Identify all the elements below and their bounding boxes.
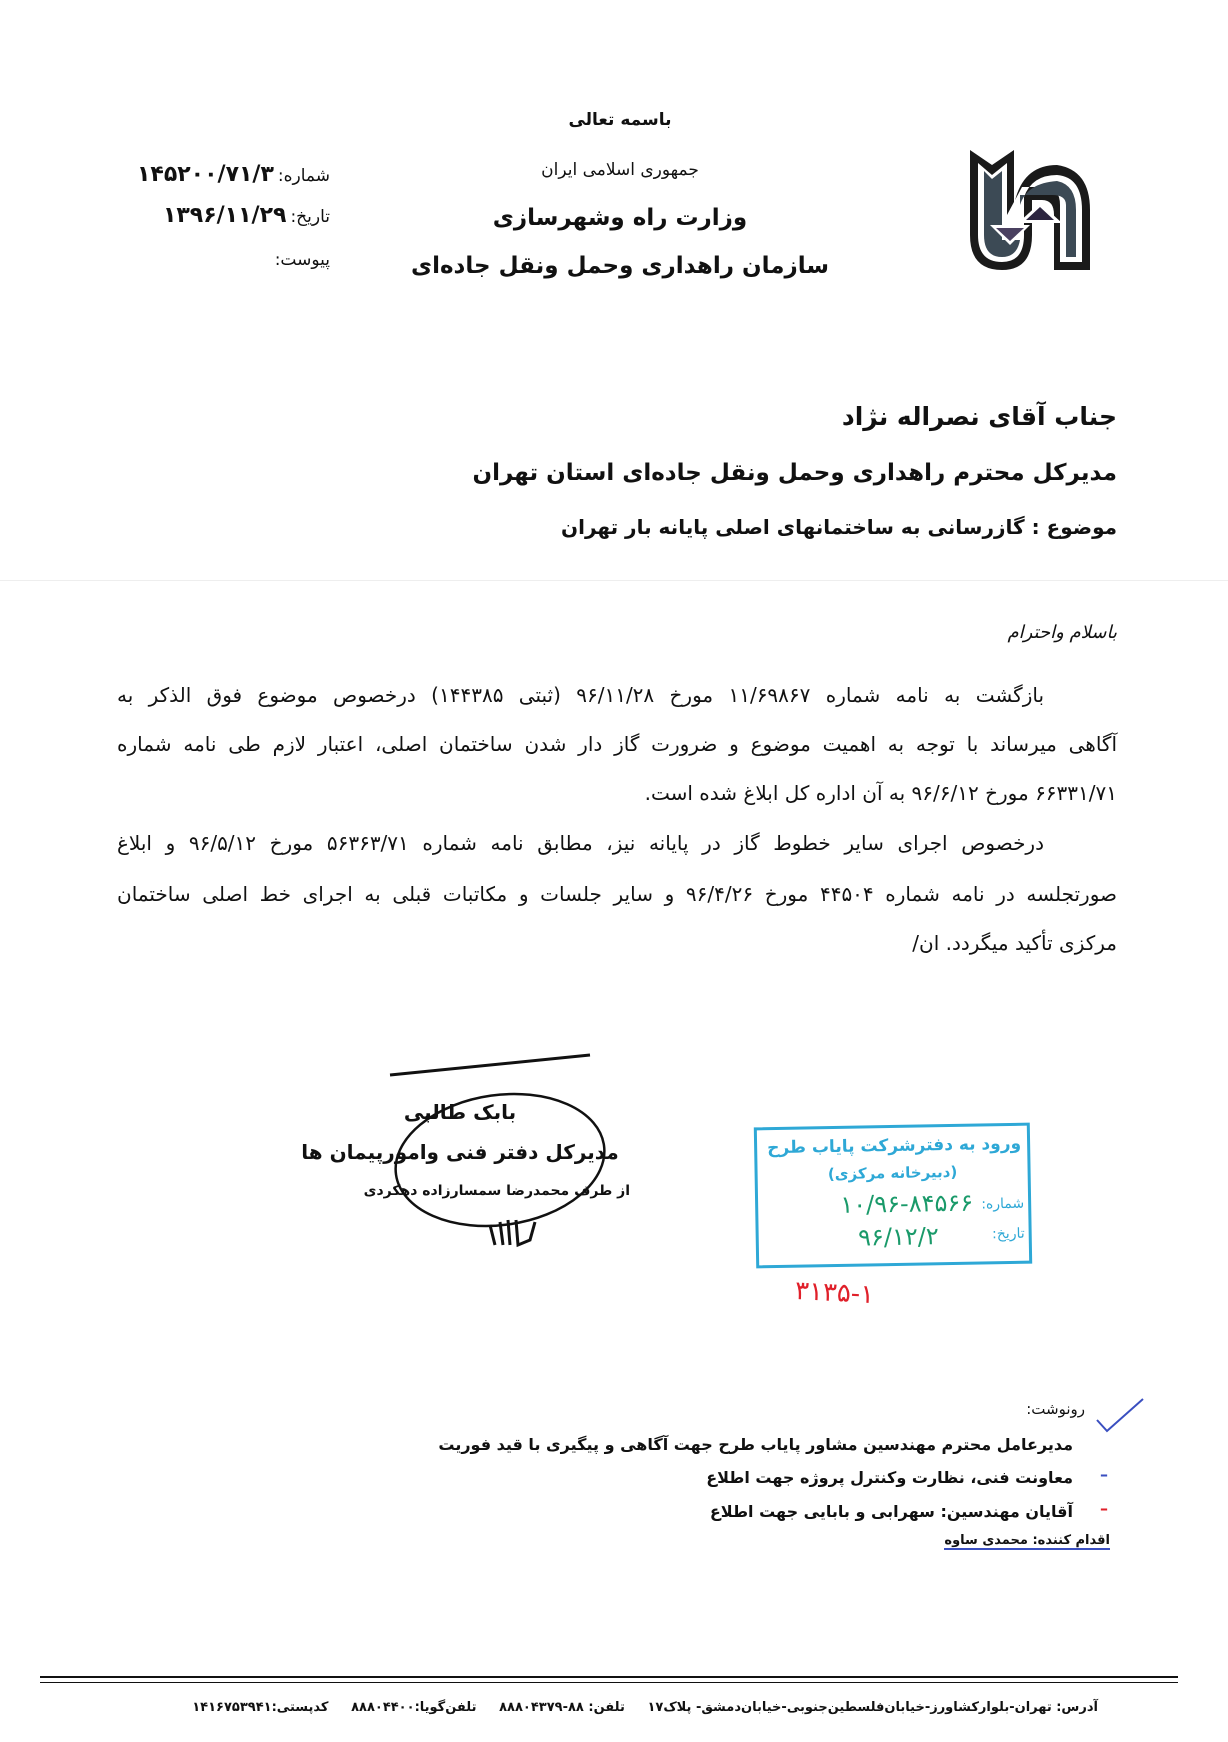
letter-date	[110, 203, 330, 228]
checkmark-icon	[1095, 1395, 1145, 1439]
organization-logo	[962, 145, 1097, 275]
stamp-date-label: تاریخ:	[991, 1225, 1025, 1243]
stamp-number-value: ۱۰/۹۶-۸۴۵۶۶	[840, 1188, 974, 1219]
ministry-heading: وزارت راه وشهرسازی	[492, 205, 748, 231]
red-handwritten-note: ۳۱۳۵-۱	[794, 1275, 875, 1311]
stamp-number-label: شماره:	[981, 1195, 1025, 1213]
footer-rule	[40, 1682, 1178, 1683]
cc-item: مدیرعامل محترم مهندسین مشاور پایاب طرح جهت آگاهی و پیگیری با قید فوریت	[438, 1435, 1073, 1454]
subject-line: موضوع : گازرسانی به ساختمانهای اصلی پایانه بار تهران	[561, 515, 1117, 539]
country-heading: جمهوری اسلامی ایران	[541, 160, 699, 180]
signatory-title: مدیرکل دفتر فنی وامورپیمان ها	[301, 1140, 619, 1164]
body-line: صورتجلسه در نامه شماره ۴۴۵۰۴ مورخ ۹۶/۴/۲۶ و سایر جلسات و مکاتبات قبلی به اجرای خط اصلی ساختمان	[117, 882, 1118, 906]
body-line: مرکزی تأکید میگردد. ا‌ن/	[912, 931, 1117, 955]
number-value: ۱۴۵۲۰۰/۷۱/۳	[136, 162, 274, 187]
cc-label: رونوشت:	[1026, 1400, 1085, 1418]
bismillah-heading: باسمه تعالی	[568, 110, 672, 130]
body-line: درخصوص اجرای سایر خطوط گاز در پایانه نیز، مطابق نامه شماره ۵۶۳۶۳/۷۱ مورخ ۹۶/۵/۱۲ و ابلاغ	[117, 831, 1044, 855]
greeting: باسلام واحترام	[1007, 622, 1117, 643]
stamp-line1: ورود به دفترشرکت پایاب طرح	[766, 1133, 1022, 1159]
body-line: ۶۶۳۳۱/۷۱ مورخ ۹۶/۶/۱۲ به آن اداره کل ابلاغ شده است.	[644, 781, 1117, 805]
date-label: تاریخ:	[290, 207, 330, 227]
organization-heading: سازمان راهداری وحمل ونقل جاده‌ای	[411, 253, 829, 279]
bullet-dash: –	[1100, 1499, 1108, 1518]
cc-item: معاونت فنی، نظارت وکنترل پروژه جهت اطلاع	[706, 1468, 1073, 1487]
stamp-date-value: ۹۶/۱۲/۲	[857, 1222, 939, 1252]
attachment-label: پیوست:	[274, 250, 330, 270]
signatory-on-behalf: از طرف محمدرضا سمسارزاده دهکردی	[363, 1183, 630, 1199]
footer-address: آدرس: تهران-بلوارکشاورز-خیابان‌فلسطین‌جنوبی-خیابان‌دمشق- پلاک۱۷ تلفن: ۸۸-۸۸۸۰۴۳۷۹ تلفن‌گویا:۸۸۸۰۴۴۰۰ کدپستی:۱۴۱۶۷۵۳۹۴۱	[192, 1700, 1098, 1715]
body-line: آگاهی میرساند با توجه به اهمیت موضوع و ضرورت گاز دار شدن ساختمان اصلی، اعتبار لازم طی نامه شماره	[117, 732, 1117, 756]
footer-rule	[40, 1676, 1178, 1678]
addressee-name: جناب آقای نصراله نژاد	[841, 402, 1117, 431]
stamp-line2: (دبیرخانه مرکزی)	[827, 1162, 958, 1184]
body-line: بازگشت به نامه شماره ۱۱/۶۹۸۶۷ مورخ ۹۶/۱۱/۲۸ (ثبتی ۱۴۴۳۸۵) درخصوص موضوع فوق الذکر به	[117, 683, 1045, 707]
receipt-stamp	[754, 1123, 1032, 1269]
number-label: شماره:	[277, 166, 330, 186]
signatory-name: بابک طالبی	[403, 1100, 517, 1124]
action-by: اقدام کننده: محمدی ساوه	[944, 1533, 1110, 1548]
bullet-dash: –	[1100, 1465, 1108, 1484]
scan-divider	[0, 580, 1228, 581]
cc-item: آقایان مهندسین: سهرابی و بابایی جهت اطلاع	[709, 1502, 1073, 1521]
addressee-title: مدیرکل محترم راهداری وحمل ونقل جاده‌ای استان تهران	[472, 460, 1117, 486]
date-value: ۱۳۹۶/۱۱/۲۹	[162, 203, 287, 228]
letter-number	[110, 162, 330, 187]
